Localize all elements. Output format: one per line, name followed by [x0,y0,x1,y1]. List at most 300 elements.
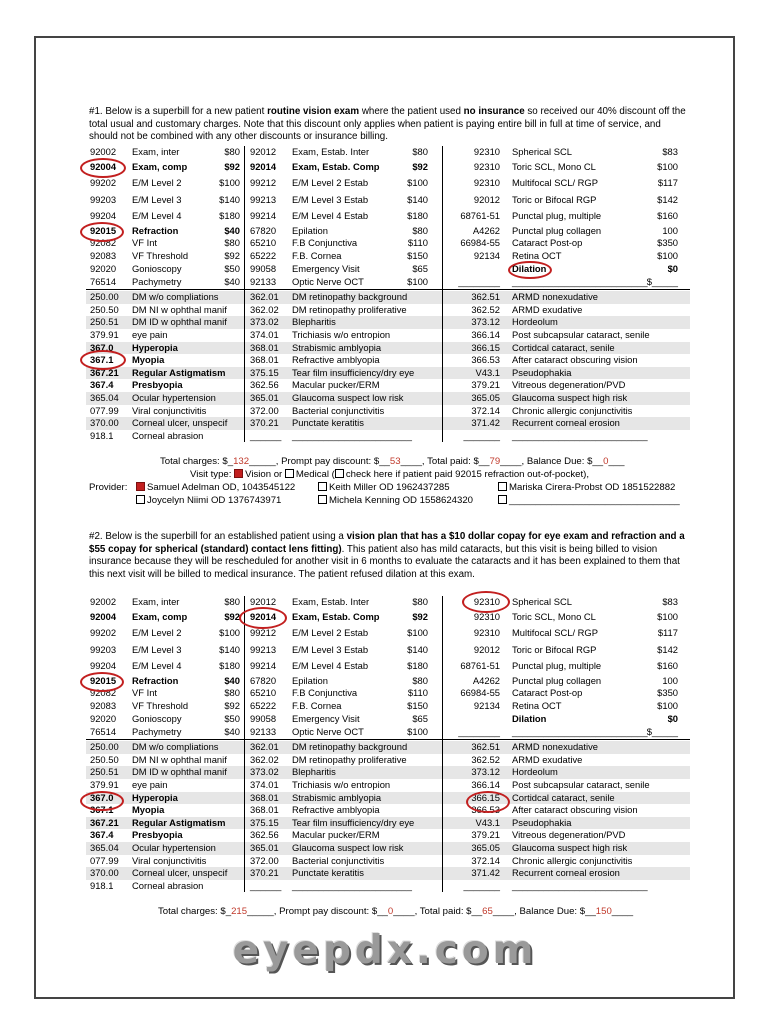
cell-c2: 92014 [250,160,277,172]
cell-d1: Exam, comp [132,160,188,172]
cell-p3: $350 [657,687,678,699]
cell-c2: 362.02 [250,303,279,315]
cell-c1: 370.00 [90,867,119,879]
cell-c1: 379.91 [90,329,119,340]
cell-d3: Cortidcal cataract, senile [512,341,615,353]
cpt-row [86,225,690,238]
cell-d3: Toric SCL, Mono CL [512,610,596,622]
cell-c2: 92012 [250,596,277,607]
cell-d2: Blepharitis [292,766,336,778]
cell-d3: ARMD exudative [512,753,583,765]
superbill-2 [86,596,690,896]
cell-d3: Glaucoma suspect high risk [512,842,628,853]
provider-option-miller[interactable] [318,482,450,493]
checkbox[interactable] [318,482,327,491]
cell-c2: 99058 [250,712,277,724]
vision-label: Vision or [245,469,283,480]
cell-c2: 65222 [250,250,277,262]
cell-d3: Dilation [512,712,547,724]
cell-p1: $92 [224,160,240,172]
cell-d2: F.B Conjunctiva [292,687,358,699]
cell-d3: Spherical SCL [512,146,572,157]
cell-d1: Myopia [132,804,165,816]
cell-d2: F.B. Cornea [292,700,342,712]
dx-row [86,316,690,329]
cell-p2: $140 [407,193,428,205]
cell-c2: 365.01 [250,842,279,853]
cell-p3: $_____ [646,275,678,287]
annotation-circle [80,791,124,811]
cell-d3: Post subcapsular cataract, senile [512,779,650,790]
cell-c3: 66984-55 [460,237,500,249]
cell-c3: 362.52 [471,303,500,315]
cell-d1: DM ID w ophthal manif [132,766,227,778]
cell-d1: Regular Astigmatism [132,816,226,828]
cell-p3: $350 [657,237,678,249]
cell-c3: 92310 [473,177,500,189]
medical-checkbox[interactable] [285,469,294,478]
cell-d2: Bacterial conjunctivitis [292,404,385,416]
cell-c1: 92015 [90,224,117,236]
total-paid-value: 65 [482,906,493,917]
cell-p1: $80 [224,237,240,249]
cell-c2: 99212 [250,627,277,639]
cell-p1: $92 [224,250,240,262]
cpt-row [86,146,690,159]
cell-c2: 370.21 [250,417,279,429]
cell-p3: $0 [667,712,678,724]
watermark: eyepdx.com [232,928,538,973]
annotation-circle [462,591,510,613]
cell-d3: Vitreous degeneration/PVD [512,829,626,841]
cell-p2: $80 [412,674,428,686]
cell-d3: Cataract Post-op [512,237,583,249]
cell-c1: 99202 [90,627,117,639]
cell-p3: $142 [657,643,678,655]
cell-c1: 250.51 [90,766,119,778]
cpt-row [86,250,690,263]
cell-p1: $92 [224,610,240,622]
cpt-row [86,675,690,688]
cell-c1: 76514 [90,275,117,287]
cell-p3: $160 [657,660,678,672]
cell-d2: _______________________ [292,879,412,891]
cell-d3: Multifocal SCL/ RGP [512,627,598,639]
balance-due-value: 150 [595,906,612,917]
prompt-pay-value: 53 [389,456,401,467]
cell-c1: 92015 [90,674,117,686]
cell-d2: E/M Level 4 Estab [292,210,369,222]
cell-d1: Hyperopia [132,341,178,353]
p1-text-b: where the patient used [359,106,464,117]
label: _____, Prompt pay discount: $__ [249,456,390,467]
cell-d2: Exam, Estab. Inter [292,596,370,607]
cell-c1: 367.4 [90,829,114,841]
cpt-row [86,726,690,739]
cell-d1: Refraction [132,224,179,236]
cell-d1: Presbyopia [132,379,183,391]
cell-d3: Multifocal SCL/ RGP [512,177,598,189]
cell-d3: Punctal plug collagen [512,224,602,236]
annotation-circle [466,791,510,813]
cell-c3: 366.14 [471,779,500,790]
p1-bold-a: routine vision exam [267,106,360,117]
cell-d2: Epilation [292,224,328,236]
cell-c2: 368.01 [250,341,279,353]
cell-d2: Trichiasis w/o entropion [292,329,391,340]
cell-d2: Exam, Estab. Comp [292,610,380,622]
cell-p3: $0 [667,262,678,274]
cell-d1: Viral conjunctivitis [132,404,207,416]
p2-text-b: . This patient also has mild cataracts, but this visit is being billed to vision insurance because they will be rescheduled for another visit in 6 months to evaluate the cataracts and it has been explained to them that this next visit will be billed to medical insurance. The patient refused dilation at this exam. [89,543,680,580]
cell-d2: Refractive amblyopia [292,354,380,366]
cpt-row [86,609,690,626]
cell-c3: 68761-51 [460,210,500,222]
label: ____, Total paid: $__ [400,456,490,467]
cell-c1: 92082 [90,687,117,699]
provider-name: Michela Kenning OD 1558624320 [329,495,474,506]
cell-p2: $92 [412,610,428,622]
provider-name: Samuel Adelman OD, 1043545122 [147,482,296,493]
cell-d2: Glaucoma suspect low risk [292,392,404,403]
cell-d2: Emergency Visit [292,712,360,724]
cell-d2: Macular pucker/ERM [292,829,380,841]
provider-option-niimi[interactable] [136,495,281,506]
medical-label: Medical ( [295,469,335,480]
provider-option-cirera[interactable] [498,482,675,493]
cell-c1: 367.1 [90,804,114,816]
cell-p3: $142 [657,193,678,205]
cell-d3: Pseudophakia [512,816,572,828]
cell-d2: F.B Conjunctiva [292,237,358,249]
label: ____, Total paid: $__ [393,906,483,917]
cell-d3: ARMD nonexudative [512,291,598,303]
cell-d2: Refractive amblyopia [292,804,380,816]
cell-c3: 68761-51 [460,660,500,672]
cell-c3: 92134 [473,700,500,712]
cell-p2: $140 [407,643,428,655]
cell-d2: Strabismic amblyopia [292,791,382,803]
cell-d1: VF Threshold [132,700,189,712]
cell-p1: $50 [224,262,240,274]
cell-c1: 99203 [90,643,117,655]
dx-row [86,855,690,868]
cell-d3: Toric SCL, Mono CL [512,160,596,172]
cell-p2: $150 [407,700,428,712]
cell-d3: Cataract Post-op [512,687,583,699]
cell-d3: ARMD nonexudative [512,741,598,753]
provider-option-adelman[interactable] [136,482,295,493]
vision-checkbox[interactable] [234,469,243,478]
provider-name: ________________________________ [509,495,680,506]
cpt-row [86,625,690,642]
cell-c2: 99213 [250,643,277,655]
cell-d3: Chronic allergic conjunctivitis [512,404,633,416]
label: ____ [611,906,634,917]
cell-d2: Exam, Estab. Inter [292,146,370,157]
cell-c1: 367.4 [90,379,114,391]
cell-c3: 366.15 [471,341,500,353]
cell-c3: 362.52 [471,753,500,765]
cell-c3: 92012 [473,193,500,205]
totals-1 [160,456,624,467]
cell-d2: Optic Nerve OCT [292,275,364,287]
dx-row [86,354,690,367]
cell-d2: Strabismic amblyopia [292,341,382,353]
cell-d2: Macular pucker/ERM [292,379,380,391]
cell-c3: 92310 [473,160,500,172]
cell-p3: $160 [657,210,678,222]
cell-d3: Recurrent corneal erosion [512,867,620,879]
dx-row [86,342,690,355]
cell-c1: 367.21 [90,366,119,378]
cell-d1: Myopia [132,354,165,366]
cell-c2: ______ [250,879,282,891]
cell-c3: ________ [458,275,500,287]
cell-d1: Ocular hypertension [132,842,216,853]
dx-row [86,430,690,443]
cell-d1: E/M Level 3 [132,193,182,205]
cell-p2: $65 [412,712,428,724]
cell-c2: 365.01 [250,392,279,403]
cell-d2: Tear film insufficiency/dry eye [292,816,415,828]
checkbox[interactable] [498,482,507,491]
label: _____, Prompt pay discount: $__ [247,906,388,917]
cell-d3: Cortidcal cataract, senile [512,791,615,803]
cell-d1: VF Int [132,687,158,699]
cell-d1: Gonioscopy [132,712,182,724]
cell-c2: 362.56 [250,829,279,841]
cell-d2: F.B. Cornea [292,250,342,262]
cell-c3: 365.05 [471,842,500,853]
cell-d1: DM w/o compliations [132,741,219,753]
dx-row [86,880,690,893]
cell-p1: $180 [219,210,240,222]
cell-c2: 92012 [250,146,277,157]
cell-c1: 92082 [90,237,117,249]
cell-c3: _______ [463,429,500,441]
total-charges-value: 215 [231,906,248,917]
dx-row [86,792,690,805]
cell-c3: 365.05 [471,392,500,403]
cell-c1: 92083 [90,700,117,712]
cell-c2: 372.00 [250,404,279,416]
cell-p1: $180 [219,660,240,672]
dx-row [86,754,690,767]
cell-d2: DM retinopathy proliferative [292,753,407,765]
cell-c3: ________ [458,725,500,737]
cell-c1: 250.50 [90,303,119,315]
cell-c3: 366.53 [471,354,500,366]
cell-p1: $140 [219,643,240,655]
cell-d2: Glaucoma suspect low risk [292,842,404,853]
provider-label: Provider: [89,482,128,493]
dx-row [86,367,690,380]
cell-c2: 362.56 [250,379,279,391]
cell-d1: DM NI w ophthal manif [132,303,227,315]
cell-c1: 92004 [90,610,117,622]
provider-name: Mariska Cirera-Probst OD 1851522882 [509,482,676,493]
label: Total charges: $_ [160,456,234,467]
dx-row [86,766,690,779]
cell-c3: 362.51 [471,291,500,303]
cell-d2: E/M Level 3 Estab [292,643,369,655]
cell-p3: $100 [657,610,678,622]
cell-d2: Trichiasis w/o entropion [292,779,391,790]
cell-c3: _______ [463,879,500,891]
dx-row [86,842,690,855]
cell-c3: 372.14 [471,404,500,416]
cell-p3: 100 [662,674,678,686]
cell-c1: 92002 [90,596,117,607]
cpt-row [86,713,690,726]
cell-c2: 99214 [250,210,277,222]
cell-d2: E/M Level 2 Estab [292,177,369,189]
cell-c3: 92310 [473,596,500,607]
cell-p2: $150 [407,250,428,262]
provider-option-kenning[interactable] [318,495,473,506]
cell-d1: Exam, inter [132,596,180,607]
cell-d1: Pachymetry [132,725,182,737]
cell-c1: 367.21 [90,816,119,828]
cell-c2: 362.01 [250,741,279,753]
cell-d1: Refraction [132,674,179,686]
cell-d1: DM NI w ophthal manif [132,753,227,765]
cell-d1: eye pain [132,329,168,340]
cell-d2: E/M Level 4 Estab [292,660,369,672]
dx-row [86,804,690,817]
cell-c1: 99204 [90,660,117,672]
p1-text-c: so received our 40% discount off the total usual and customary charges. Note that this discount only applies when patient is paying entire bill in full at time of service, and should not be combined with any other discounts or insurance billing. [89,106,686,143]
cell-p1: $140 [219,193,240,205]
cell-d2: DM retinopathy background [292,291,408,303]
prompt-pay-value: 0 [387,906,394,917]
cell-p2: $100 [407,725,428,737]
cell-c1: 918.1 [90,879,114,891]
annotation-circle [80,222,124,242]
cell-p3: $100 [657,250,678,262]
cell-d3: __________________________ [512,879,648,891]
cell-p1: $80 [224,146,240,157]
checkbox[interactable] [136,482,145,491]
dx-row [86,329,690,342]
cell-p2: $80 [412,596,428,607]
cell-c3: 371.42 [471,867,500,879]
cell-d3: __________________________ [512,429,648,441]
annotation-circle [80,158,126,178]
cell-c3: 92310 [473,610,500,622]
cell-d3: Spherical SCL [512,596,572,607]
cell-p2: $80 [412,146,428,157]
totals-2 [158,906,633,917]
cell-c2: 375.15 [250,816,279,828]
cell-d1: Hyperopia [132,791,178,803]
refraction-oop-checkbox[interactable] [335,469,344,478]
cell-d3: Punctal plug collagen [512,674,602,686]
provider-option-other[interactable] [498,495,680,506]
cell-p1: $80 [224,596,240,607]
cell-c2: 375.15 [250,366,279,378]
cell-c1: 99202 [90,177,117,189]
cpt-row [86,237,690,250]
superbill-1 [86,146,690,446]
cell-c2: 65222 [250,700,277,712]
cell-d2: Optic Nerve OCT [292,725,364,737]
cell-c3: 362.51 [471,741,500,753]
cell-d3: Chronic allergic conjunctivitis [512,854,633,866]
total-charges-value: 132 [233,456,250,467]
cell-d2: Exam, Estab. Comp [292,160,380,172]
cell-p2: $65 [412,262,428,274]
cell-p2: $92 [412,160,428,172]
cell-c1: 99203 [90,193,117,205]
cell-d3: Toric or Bifocal RGP [512,643,597,655]
cell-c3: 379.21 [471,379,500,391]
cell-c3: 366.14 [471,329,500,340]
dx-row [86,392,690,405]
cell-p3: 100 [662,224,678,236]
cell-c1: 367.0 [90,791,114,803]
cell-p3: $_____ [646,725,678,737]
cell-d1: Corneal ulcer, unspecif [132,867,228,879]
cell-c2: 92133 [250,275,277,287]
checkbox[interactable] [498,495,507,504]
cell-d1: eye pain [132,779,168,790]
cell-c1: 367.0 [90,341,114,353]
cpt-row [86,192,690,209]
cell-d3: Toric or Bifocal RGP [512,193,597,205]
cell-d3: After cataract obscuring vision [512,804,638,816]
cpt-row [86,642,690,659]
cell-p1: $40 [224,275,240,287]
cell-c2: ______ [250,429,282,441]
cell-c1: 250.00 [90,741,119,753]
cell-c2: 368.01 [250,354,279,366]
cell-c3: 92012 [473,643,500,655]
cpt-row [86,159,690,176]
cell-d2: Punctate keratitis [292,867,364,879]
cell-d1: Corneal ulcer, unspecif [132,417,228,429]
cell-c3: A4262 [472,224,500,236]
cell-c1: 077.99 [90,854,119,866]
checkbox[interactable] [136,495,145,504]
cell-d1: E/M Level 3 [132,643,182,655]
cell-d1: Ocular hypertension [132,392,216,403]
annotation-circle [80,350,126,370]
annotation-circle [239,607,287,629]
cell-c2: 65210 [250,687,277,699]
cell-c2: 92133 [250,725,277,737]
checkbox[interactable] [318,495,327,504]
cell-d1: Viral conjunctivitis [132,854,207,866]
cell-p3: $100 [657,700,678,712]
cell-c3: V43.1 [475,816,500,828]
cell-d1: Pachymetry [132,275,182,287]
cell-d2: Bacterial conjunctivitis [292,854,385,866]
cell-c3: 92134 [473,250,500,262]
p1-bold-b: no insurance [463,106,525,117]
cell-c2: 67820 [250,224,277,236]
cell-d3: Glaucoma suspect high risk [512,392,628,403]
cell-c2: 65210 [250,237,277,249]
cell-d1: DM w/o compliations [132,291,219,303]
cell-d1: Corneal abrasion [132,879,204,891]
cell-d2: E/M Level 2 Estab [292,627,369,639]
annotation-circle [508,261,552,279]
cell-d1: Exam, inter [132,146,180,157]
cell-d3: After cataract obscuring vision [512,354,638,366]
cell-d3: Retina OCT [512,700,562,712]
